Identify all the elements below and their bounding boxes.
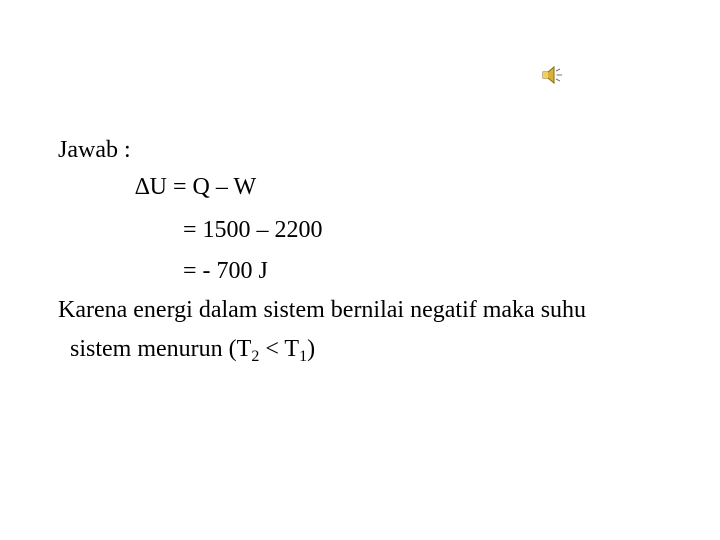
conclusion-line-2-prefix: sistem menurun (T <box>70 336 252 362</box>
conclusion-line-2-suffix: ) <box>307 336 316 362</box>
conclusion-line-2-mid: < T <box>259 336 300 362</box>
subscript-2: 2 <box>251 348 260 365</box>
equation-line-2: = 1500 – 2200 <box>183 217 323 243</box>
conclusion-line-1: Karena energi dalam sistem bernilai negatif maka suhu <box>58 297 587 323</box>
speaker-sound-icon[interactable] <box>540 63 564 87</box>
conclusion-line-2 <box>70 335 315 363</box>
equation-line-1: ∆U = Q – W <box>135 174 257 200</box>
subscript-1: 1 <box>299 348 308 365</box>
equation-line-3: = - 700 J <box>183 258 268 284</box>
answer-heading: Jawab : <box>58 137 131 163</box>
